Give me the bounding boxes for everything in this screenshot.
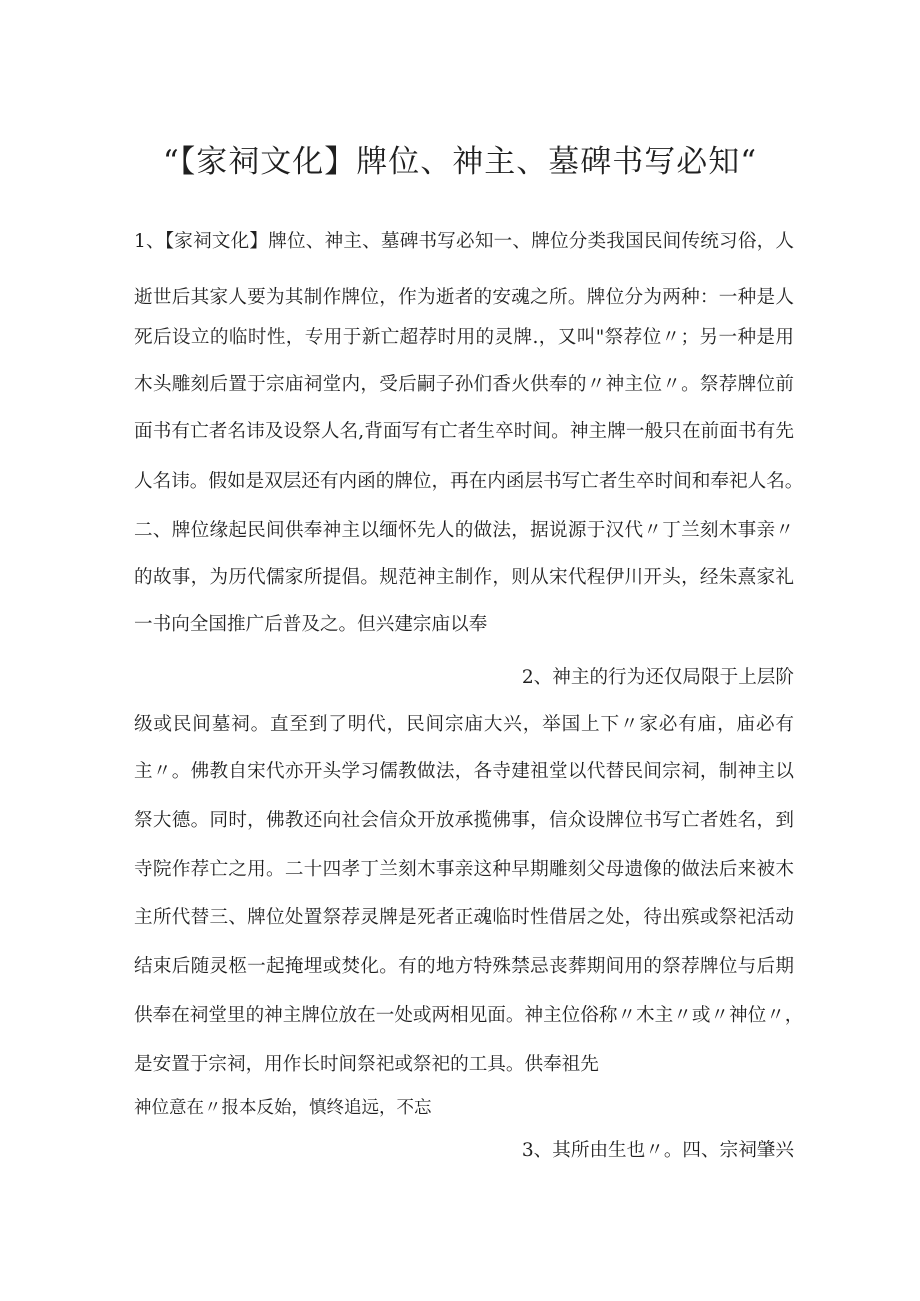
paragraph-line-right: 3、其所由生也〃。四、宗祠肇兴 <box>521 1140 794 1161</box>
paragraph-line-right: 2、神主的行为还仅局限于上层阶 <box>521 667 794 688</box>
paragraph-line: 主所代替三、牌位处置祭荐灵牌是死者正魂临时性借居之处，待出殡或祭祀活动 <box>134 907 794 928</box>
paragraph-line: 二、牌位缘起民间供奉神主以缅怀先人的做法，据说源于汉代〃丁兰刻木事亲〃 <box>134 520 794 541</box>
paragraph-line: 人名讳。假如是双层还有内函的牌位，再在内函层书写亡者生卒时间和奉祀人名。 <box>134 471 804 492</box>
paragraph-line: 一书向全国推广后普及之。但兴建宗庙以奉 <box>134 614 488 635</box>
paragraph-line: 木头雕刻后置于宗庙祠堂内，受后嗣子孙们香火供奉的〃神主位〃。祭荐牌位前 <box>134 374 794 395</box>
paragraph-line: 面书有亡者名讳及设祭人名,背面写有亡者生卒时间。神主牌一般只在前面书有先 <box>134 421 794 442</box>
document-title: “【家祠文化】牌位、神主、墓碑书写必知“ <box>162 144 758 180</box>
paragraph-line: 供奉在祠堂里的神主牌位放在一处或两相见面。神主位俗称〃木主〃或〃神位〃， <box>134 1005 804 1026</box>
paragraph-line: 是安置于宗祠，用作长时间祭祀或祭祀的工具。供奉祖先 <box>134 1054 599 1075</box>
paragraph-line: 结束后随灵柩一起掩埋或焚化。有的地方特殊禁忌丧葬期间用的祭荐牌位与后期 <box>134 956 794 977</box>
paragraph-line: 级或民间墓祠。直至到了明代，民间宗庙大兴，举国上下〃家必有庙，庙必有 <box>134 714 794 735</box>
paragraph-line: 1、【家祠文化】牌位、神主、墓碑书写必知一、牌位分类我国民间传统习俗，人 <box>134 231 794 252</box>
paragraph-line: 逝世后其家人要为其制作牌位，作为逝者的安魂之所。牌位分为两种：一种是人 <box>134 287 794 308</box>
paragraph-line: 主〃。佛教自宋代亦开头学习儒教做法，各寺建祖堂以代替民间宗祠，制神主以 <box>134 761 794 782</box>
paragraph-line: 祭大德。同时，佛教还向社会信众开放承揽佛事，信众设牌位书写亡者姓名，到 <box>134 810 794 831</box>
paragraph-line: 的故事，为历代儒家所提倡。规范神主制作，则从宋代程伊川开头，经朱熹家礼 <box>134 567 794 588</box>
paragraph-line: 寺院作荐亡之用。二十四孝丁兰刻木事亲这种早期雕刻父母遗像的做法后来被木 <box>134 859 794 880</box>
paragraph-line: 死后设立的临时性，专用于新亡超荐时用的灵牌.，又叫"祭荐位〃；另一种是用 <box>134 327 794 348</box>
paragraph-line: 神位意在〃报本反始，慎终追远，不忘 <box>134 1098 432 1118</box>
